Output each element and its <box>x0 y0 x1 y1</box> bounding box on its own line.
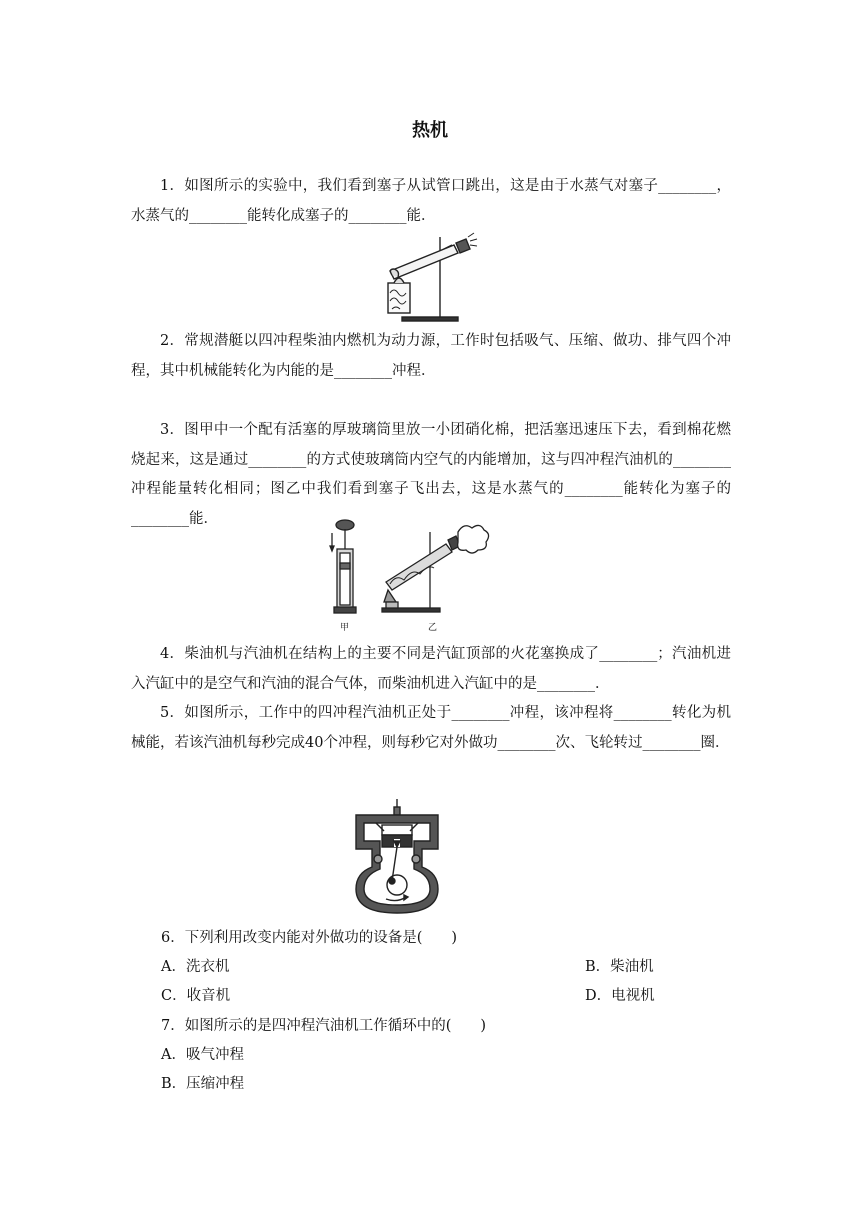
figure-5-engine-illustration <box>352 799 442 917</box>
option-b[interactable]: B．压缩冲程 <box>161 1076 245 1092</box>
question-6-options-row-2 <box>161 984 731 1008</box>
question-6-options-row-1 <box>161 955 731 979</box>
page-title: 热机 <box>412 120 448 141</box>
figure-3a-label: 甲 <box>340 623 350 633</box>
option-b[interactable]: B．柴油机 <box>585 959 654 975</box>
question-5: 5．如图所示，工作中的四冲程汽油机正处于________冲程，该冲程将________转化为机械能，若该汽油机每秒完成40个冲程，则每秒它对外做功________次、飞轮转过________圈． <box>131 705 731 751</box>
option-c[interactable]: C．收音机 <box>161 988 231 1004</box>
question-1: 1．如图所示的实验中，我们看到塞子从试管口跳出，这是由于水蒸气对塞子________，水蒸气的________能转化成塞子的________能． <box>131 178 731 224</box>
option-a[interactable]: A．洗衣机 <box>161 959 230 975</box>
question-4: 4．柴油机与汽油机在结构上的主要不同是汽缸顶部的火花塞换成了________；汽油机进入汽缸中的是空气和汽油的混合气体，而柴油机进入汽缸中的是________． <box>131 646 731 692</box>
question-6-stem: 6．下列利用改变内能对外做功的设备是( ) <box>161 930 458 946</box>
figure-3a-piston-cylinder-illustration <box>330 519 370 617</box>
option-d[interactable]: D．电视机 <box>585 988 655 1004</box>
figure-3b-label: 乙 <box>428 623 438 633</box>
question-3: 3．图甲中一个配有活塞的厚玻璃筒里放一小团硝化棉，把活塞迅速压下去，看到棉花燃烧起来，这是通过________的方式使玻璃筒内空气的内能增加，这与四冲程汽油机的________冲程能量转化相同；图乙中我们看到塞子飞出去，这是水蒸气的________能转化为塞子的________能． <box>131 422 731 527</box>
figure-1-test-tube-illustration <box>380 231 480 323</box>
question-7-stem: 7．如图所示的是四冲程汽油机工作循环中的( ) <box>161 1018 487 1034</box>
option-a[interactable]: A．吸气冲程 <box>161 1047 244 1063</box>
question-2: 2．常规潜艇以四冲程柴油内燃机为动力源，工作时包括吸气、压缩、做功、排气四个冲程，其中机械能转化为内能的是________冲程． <box>131 333 731 379</box>
figure-3b-test-tube-illustration <box>380 522 492 614</box>
